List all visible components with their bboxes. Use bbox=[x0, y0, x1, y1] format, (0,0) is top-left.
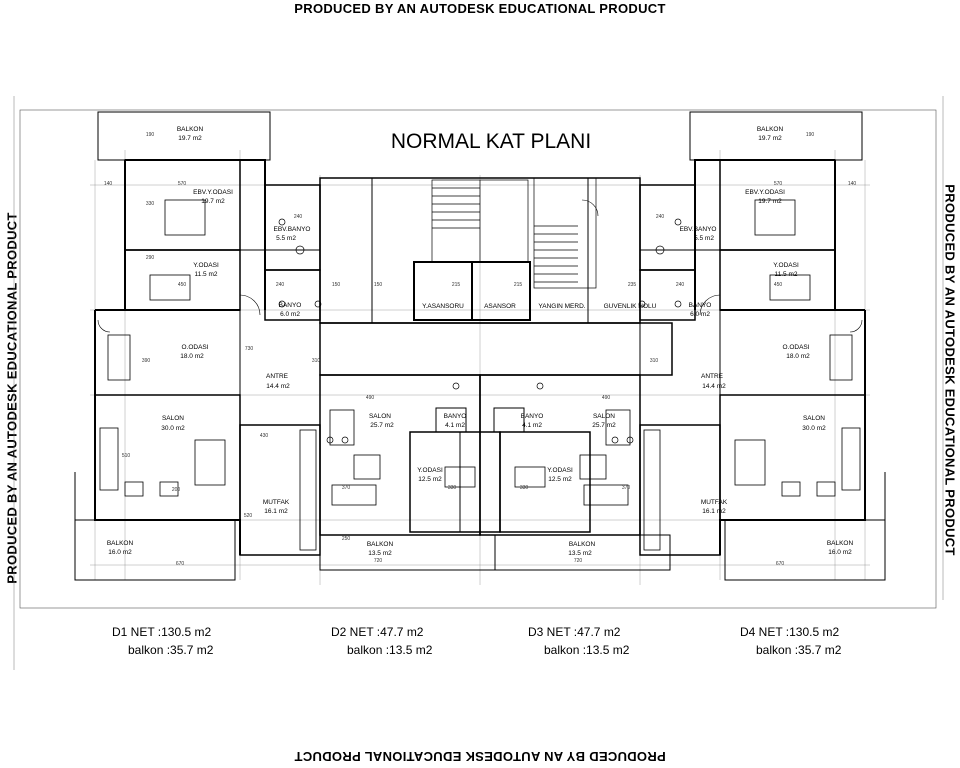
dim-label: 240 bbox=[275, 282, 285, 288]
unit-net-area: D4 NET :130.5 m2 bbox=[740, 625, 840, 639]
right-ebv-banyo-area: 5.5 m2 bbox=[694, 235, 714, 242]
left-balkon-top-area: 19.7 m2 bbox=[178, 135, 202, 142]
left-ebv-banyo-name: EBV.BANYO bbox=[273, 226, 311, 233]
dim-label: 150 bbox=[373, 282, 383, 288]
left-o-odasi-name: O.ODASI bbox=[181, 344, 209, 351]
right-ebv-banyo-name: EBV.BANYO bbox=[679, 226, 717, 233]
left-y-odasi-area: 11.5 m2 bbox=[194, 271, 218, 278]
dim-label: 430 bbox=[259, 433, 269, 439]
right-salon-area: 30.0 m2 bbox=[802, 425, 826, 432]
right-mutfak-name: MUTFAK bbox=[700, 499, 728, 506]
dim-label: 190 bbox=[805, 132, 815, 138]
right-banyo-area: 6.0 m2 bbox=[690, 311, 710, 318]
right-balkon-top-name: BALKON bbox=[756, 126, 784, 133]
unit-summary-d3 bbox=[528, 623, 629, 659]
label-elevator: ASANSOR bbox=[484, 303, 516, 310]
cr-y-odasi-name: Y.ODASI bbox=[547, 467, 573, 474]
left-balkon-bottom-name: BALKON bbox=[106, 540, 134, 547]
dim-label: 390 bbox=[141, 358, 151, 364]
right-banyo-name: BANYO bbox=[688, 302, 712, 309]
left-y-odasi-name: Y.ODASI bbox=[193, 262, 219, 269]
dim-label: 200 bbox=[171, 487, 181, 493]
dim-label: 310 bbox=[649, 358, 659, 364]
cr-banyo-name: BANYO bbox=[520, 413, 544, 420]
dim-label: 730 bbox=[244, 346, 254, 352]
unit-net-area: D2 NET :47.7 m2 bbox=[331, 625, 424, 639]
left-balkon-bottom-area: 16.0 m2 bbox=[108, 549, 132, 556]
dim-label: 310 bbox=[311, 358, 321, 364]
left-unit-labels bbox=[107, 126, 311, 556]
unit-balcony-area: balkon :13.5 m2 bbox=[347, 643, 433, 657]
cl-salon-area: 25.7 m2 bbox=[370, 422, 394, 429]
left-mutfak-name: MUTFAK bbox=[262, 499, 290, 506]
left-banyo-name: BANYO bbox=[278, 302, 302, 309]
dim-label: 290 bbox=[145, 255, 155, 261]
dim-label: 190 bbox=[145, 132, 155, 138]
unit-summary-d4 bbox=[740, 623, 841, 659]
dim-label: 450 bbox=[177, 282, 187, 288]
left-antre-area: 14.4 m2 bbox=[266, 383, 290, 390]
cl-y-odasi-area: 12.5 m2 bbox=[418, 476, 442, 483]
right-antre-area: 14.4 m2 bbox=[702, 383, 726, 390]
unit-balcony-area: balkon :35.7 m2 bbox=[128, 643, 214, 657]
dim-label: 330 bbox=[519, 485, 529, 491]
cr-balkon-name: BALKON bbox=[568, 541, 596, 548]
plan-linework bbox=[14, 96, 943, 670]
right-o-odasi-name: O.ODASI bbox=[782, 344, 810, 351]
dim-label: 140 bbox=[103, 181, 113, 187]
label-elevator-service: Y.ASANSORU bbox=[422, 303, 464, 310]
dim-label: 370 bbox=[341, 485, 351, 491]
left-antre-name: ANTRE bbox=[265, 373, 289, 380]
dim-label: 240 bbox=[293, 214, 303, 220]
cr-y-odasi-area: 12.5 m2 bbox=[548, 476, 572, 483]
dim-label: 150 bbox=[331, 282, 341, 288]
unit-balcony-area: balkon :13.5 m2 bbox=[544, 643, 630, 657]
dim-label: 570 bbox=[177, 181, 187, 187]
dim-label: 490 bbox=[365, 395, 375, 401]
cl-banyo-area: 4.1 m2 bbox=[445, 422, 465, 429]
watermark-top: PRODUCED BY AN AUTODESK EDUCATIONAL PRODUCT bbox=[294, 1, 666, 16]
cr-salon-area: 25.7 m2 bbox=[592, 422, 616, 429]
dim-label: 510 bbox=[121, 453, 131, 459]
left-salon-area: 30.0 m2 bbox=[161, 425, 185, 432]
cl-y-odasi-name: Y.ODASI bbox=[417, 467, 443, 474]
dim-label: 330 bbox=[145, 201, 155, 207]
left-balkon-top-name: BALKON bbox=[176, 126, 204, 133]
right-o-odasi-area: 18.0 m2 bbox=[786, 353, 810, 360]
label-fire-stair: YANGIN MERD. bbox=[538, 303, 586, 310]
right-y-odasi-name: Y.ODASI bbox=[773, 262, 799, 269]
cr-salon-name: SALON bbox=[592, 413, 616, 420]
left-banyo-area: 6.0 m2 bbox=[280, 311, 300, 318]
dim-label: 330 bbox=[447, 485, 457, 491]
dim-label: 720 bbox=[373, 558, 383, 564]
cl-salon-name: SALON bbox=[368, 413, 392, 420]
dim-label: 720 bbox=[573, 558, 583, 564]
dim-label: 490 bbox=[601, 395, 611, 401]
right-ebv-odasi-name: EBV.Y.ODASI bbox=[745, 189, 785, 196]
right-unit-labels bbox=[680, 126, 854, 556]
cr-banyo-area: 4.1 m2 bbox=[522, 422, 542, 429]
dim-label: 450 bbox=[773, 282, 783, 288]
dim-label: 235 bbox=[627, 282, 637, 288]
right-antre-name: ANTRE bbox=[700, 373, 724, 380]
dim-label: 520 bbox=[243, 513, 253, 519]
unit-summary-d1 bbox=[112, 623, 213, 659]
dim-label: 215 bbox=[451, 282, 461, 288]
dim-label: 370 bbox=[621, 485, 631, 491]
dim-label: 670 bbox=[175, 561, 185, 567]
dim-label: 670 bbox=[775, 561, 785, 567]
right-balkon-bottom-name: BALKON bbox=[826, 540, 854, 547]
cr-balkon-area: 13.5 m2 bbox=[568, 550, 592, 557]
right-balkon-bottom-area: 16.0 m2 bbox=[828, 549, 852, 556]
watermark-left: PRODUCED BY AN AUTODESK EDUCATIONAL PRODUCT bbox=[4, 212, 20, 584]
watermark-bottom: PRODUCED BY AN AUTODESK EDUCATIONAL PRODUCT bbox=[294, 749, 666, 764]
unit-net-area: D1 NET :130.5 m2 bbox=[112, 625, 212, 639]
right-mutfak-area: 16.1 m2 bbox=[702, 508, 726, 515]
watermark-right: PRODUCED BY AN AUTODESK EDUCATIONAL PRODUCT bbox=[942, 184, 958, 556]
dim-label: 240 bbox=[655, 214, 665, 220]
core-labels bbox=[422, 303, 657, 310]
dim-label: 240 bbox=[675, 282, 685, 288]
dim-label: 140 bbox=[847, 181, 857, 187]
left-salon-name: SALON bbox=[161, 415, 185, 422]
plan-title: NORMAL KAT PLANI bbox=[390, 130, 592, 153]
left-o-odasi-area: 18.0 m2 bbox=[180, 353, 204, 360]
left-mutfak-area: 16.1 m2 bbox=[264, 508, 288, 515]
unit-balcony-area: balkon :35.7 m2 bbox=[756, 643, 842, 657]
right-balkon-top-area: 19.7 m2 bbox=[758, 135, 782, 142]
left-ebv-banyo-area: 5.5 m2 bbox=[276, 235, 296, 242]
cl-banyo-name: BANYO bbox=[443, 413, 467, 420]
dim-label: 215 bbox=[513, 282, 523, 288]
dim-label: 250 bbox=[341, 536, 351, 542]
label-security-hall: GUVENLIK HOLU bbox=[603, 303, 657, 310]
right-y-odasi-area: 11.5 m2 bbox=[774, 271, 798, 278]
left-ebv-odasi-area: 19.7 m2 bbox=[201, 198, 225, 205]
cl-balkon-area: 13.5 m2 bbox=[368, 550, 392, 557]
dim-label: 570 bbox=[773, 181, 783, 187]
cl-balkon-name: BALKON bbox=[366, 541, 394, 548]
right-salon-name: SALON bbox=[802, 415, 826, 422]
unit-net-area: D3 NET :47.7 m2 bbox=[528, 625, 621, 639]
left-ebv-odasi-name: EBV.Y.ODASI bbox=[193, 189, 233, 196]
unit-summary-d2 bbox=[331, 623, 432, 659]
right-ebv-odasi-area: 19.7 m2 bbox=[758, 198, 782, 205]
